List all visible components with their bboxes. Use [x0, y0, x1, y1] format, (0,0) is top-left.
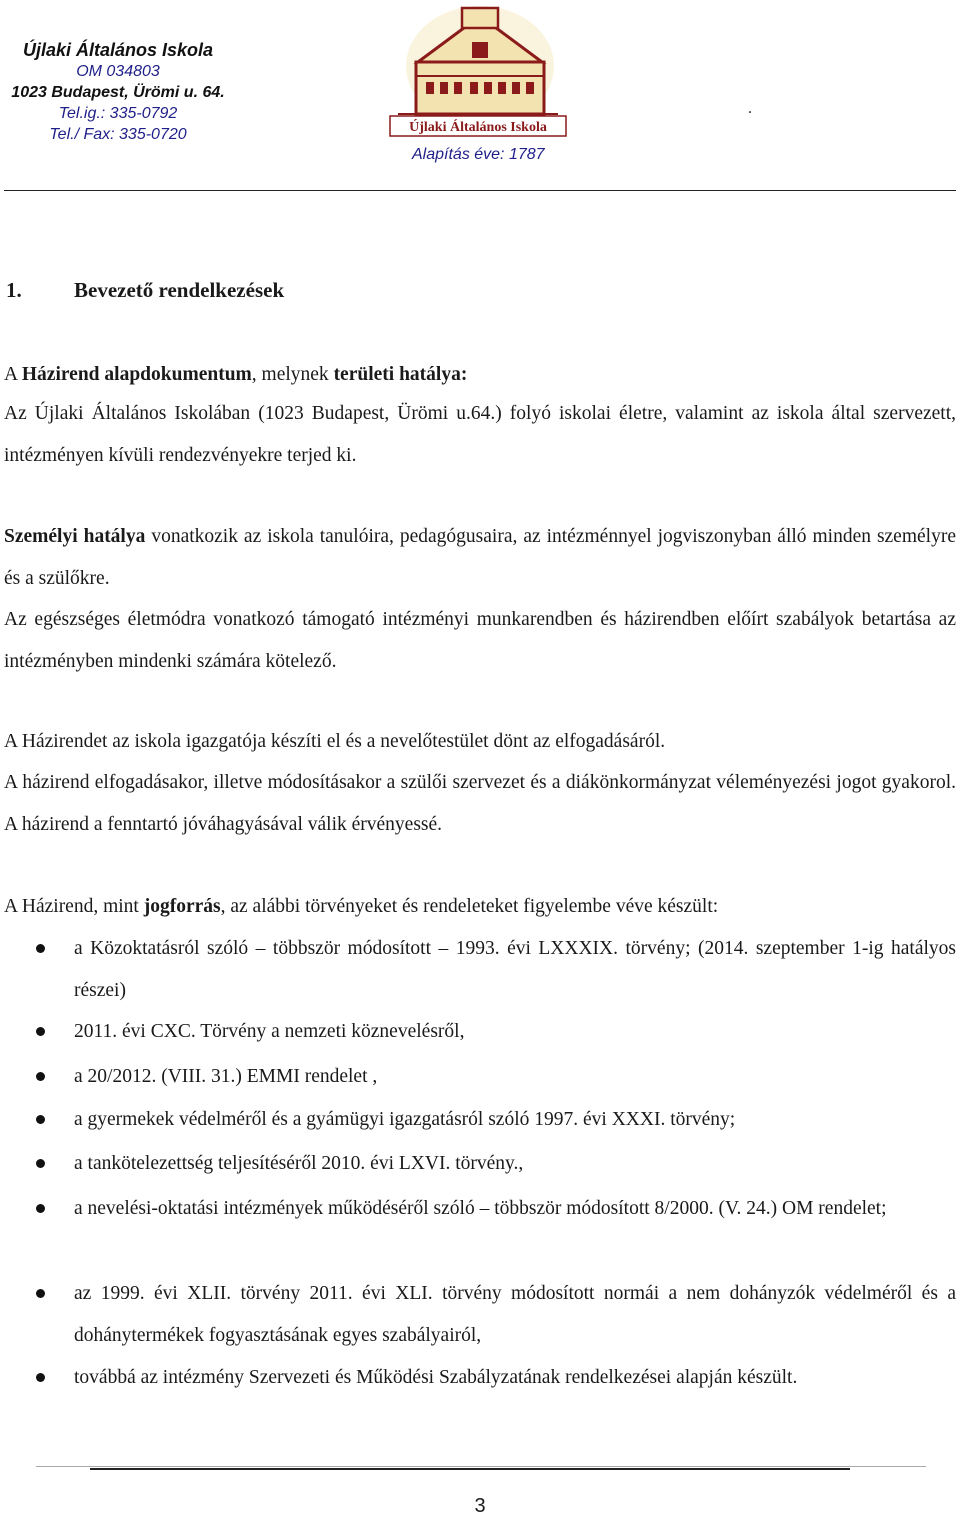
bullet-dot — [36, 1027, 45, 1036]
footer-divider — [36, 1466, 926, 1467]
page-number: 3 — [474, 1495, 486, 1517]
bullet-dot — [36, 1289, 45, 1298]
footer-divider-bold — [90, 1468, 850, 1470]
founded-year: Alapítás éve: 1787 — [412, 146, 545, 163]
om-code: OM 034803 — [76, 63, 160, 80]
paragraph-health: Az egészséges életmódra vonatkozó támogató intézményi munkarendben és házirendben előírt szabályok betartása az intézményben mindenki számára kötelező. — [4, 609, 956, 672]
paragraph-author: A Házirendet az iskola igazgatója készíti el és a nevelőtestület dönt az elfogadásáról. — [4, 731, 666, 752]
bullet-dot — [36, 944, 45, 953]
section-heading — [6, 278, 284, 303]
school-logo — [388, 2, 568, 138]
header-divider — [4, 190, 956, 191]
school-address: 1023 Budapest, Ürömi u. 64. — [11, 84, 225, 101]
paragraph-personal: Személyi hatálya vonatkozik az iskola tanulóira, pedagógusaira, az intézménnyel jogviszonyban álló minden személyre és a szülőkre. — [4, 526, 956, 589]
school-name: Újlaki Általános Iskola — [22, 40, 214, 60]
bullet-dot — [36, 1373, 45, 1382]
bullet-dot — [36, 1204, 45, 1213]
paragraph-legal-source: A Házirend, mint jogforrás, az alábbi törvényeket és rendeleteket figyelembe véve készült: — [4, 896, 719, 917]
paragraph-approval: A házirend elfogadásakor, illetve módosításakor a szülői szervezet és a diákönkormányzat véleményezési jogot gyakorol. A házirend a fenntartó jóváhagyásával válik érvényessé. — [4, 772, 956, 835]
tel-fax: Tel./ Fax: 335-0720 — [49, 126, 187, 143]
bullet-dot — [36, 1159, 45, 1168]
paragraph-territorial: Az Újlaki Általános Iskolában (1023 Budapest, Ürömi u.64.) folyó iskolai életre, valamint az iskola által szervezett, intézményen kívüli rendezvényekre terjed ki. — [4, 403, 956, 466]
section-title: Bevezető rendelkezések — [74, 278, 285, 302]
paragraph-scope: A Házirend alapdokumentum, melynek területi hatálya: — [4, 364, 468, 385]
bullet-dot — [36, 1115, 45, 1124]
logo-text: Újlaki Általános Iskola — [409, 120, 547, 135]
header-contact-block — [8, 40, 228, 145]
tel-ig: Tel.ig.: 335-0792 — [58, 105, 178, 122]
section-number: 1. — [6, 278, 22, 302]
bullet-dot — [36, 1072, 45, 1081]
header-dot: . — [748, 100, 752, 117]
